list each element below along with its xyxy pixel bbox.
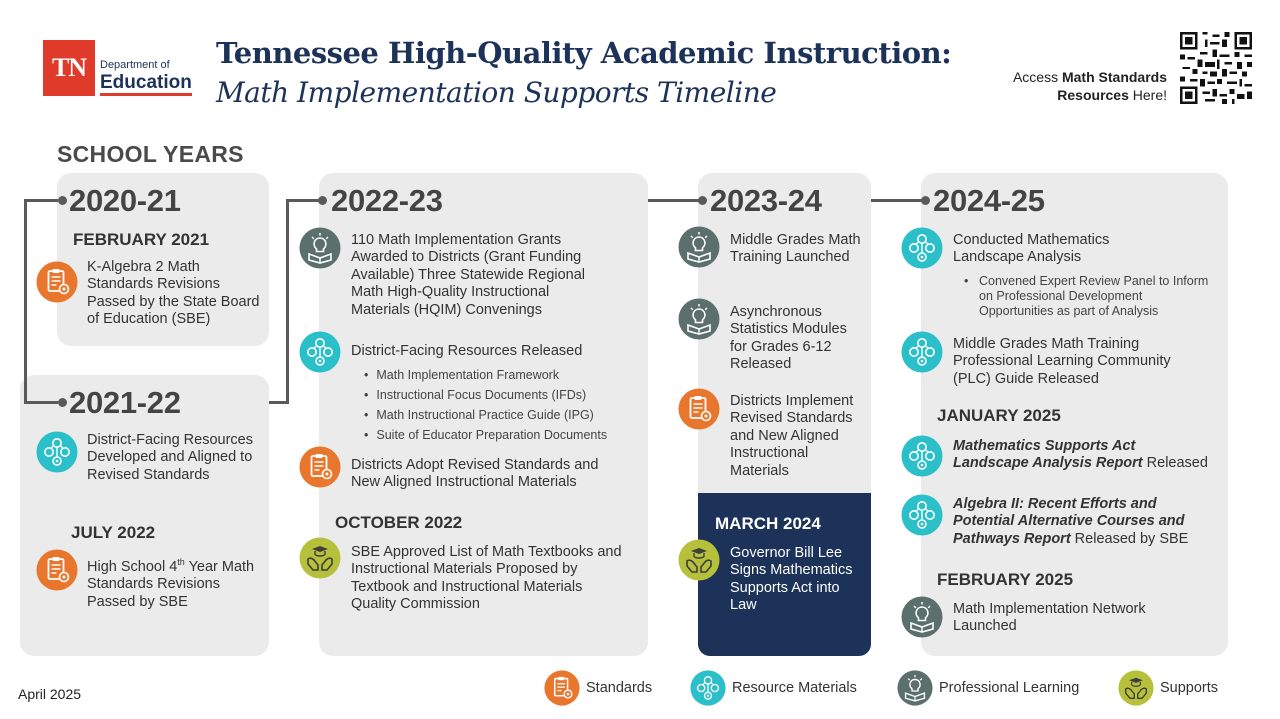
resource-materials-icon	[36, 431, 78, 473]
month-label-feb-2025: FEBRUARY 2025	[937, 570, 1074, 589]
list-item: • Suite of Educator Preparation Documents	[364, 425, 644, 445]
timeline-item: Mathematics Supports Act Landscape Analysis Report Released	[953, 438, 1208, 472]
standards-icon	[36, 261, 78, 303]
timeline-item: SBE Approved List of Math Textbooks and Instructional Materials Proposed by Textbook and Instructional Materials Quality Commission	[351, 544, 622, 613]
qr-code-icon[interactable]	[1180, 32, 1252, 104]
resource-materials-icon	[690, 670, 726, 706]
logo-education: Education	[100, 73, 192, 96]
year-label-2021-22: 2021-22	[69, 385, 181, 420]
connector-dot-2021	[58, 398, 67, 407]
legend-professional-learning	[897, 670, 1079, 706]
month-label-mar-2024: MARCH 2024	[715, 514, 821, 533]
publication-date: April 2025	[18, 686, 82, 702]
month-label-feb-2021: FEBRUARY 2021	[73, 230, 210, 249]
list-item: • Instructional Focus Documents (IFDs)	[364, 385, 644, 405]
resource-materials-icon	[901, 435, 943, 477]
connector-mid-top	[286, 199, 319, 202]
month-label-jul-2022: JULY 2022	[71, 523, 156, 542]
legend-supports	[1118, 670, 1218, 706]
timeline-item: K-Algebra 2 Math Standards Revisions Passed by the State Board of Education (SBE)	[87, 259, 260, 328]
resource-materials-icon	[299, 331, 341, 373]
access-resources-text: Access Math Standards Resources Here!	[1012, 69, 1167, 103]
year-label-2024-25: 2024-25	[933, 183, 1045, 218]
connector-2022-2023	[648, 199, 700, 202]
month-label-oct-2022: OCTOBER 2022	[335, 513, 463, 532]
page-subtitle: Math Implementation Supports Timeline	[216, 76, 777, 109]
timeline-item: Middle Grades Math Training Launched	[730, 232, 861, 266]
logo-department: Department of	[100, 59, 170, 71]
timeline-item: Middle Grades Math Training Professional Learning Community (PLC) Guide Released	[953, 336, 1171, 387]
resource-bullet-list	[364, 365, 644, 445]
timeline-item: District-Facing Resources Developed and Aligned to Revised Standards	[87, 432, 253, 483]
connector-mid-vertical	[286, 199, 289, 404]
resource-materials-icon	[901, 227, 943, 269]
timeline-item: Governor Bill Lee Signs Mathematics Supports Act into Law	[730, 545, 853, 614]
connector-2023-2024	[871, 199, 923, 202]
legend-label: Supports	[1160, 680, 1219, 696]
connector-left-vertical	[24, 199, 27, 404]
timeline-item: 110 Math Implementation Grants Awarded to Districts (Grant Funding Available) Three Statewide Regional Math High-Quality Instructional Materials (HQIM) Convenings	[351, 232, 586, 318]
section-label-school-years: SCHOOL YEARS	[57, 141, 244, 167]
connector-dot-2024	[921, 196, 930, 205]
connector-left-bottom	[24, 401, 58, 404]
supports-icon	[678, 539, 720, 581]
tn-doe-logo	[43, 40, 192, 96]
standards-icon	[299, 446, 341, 488]
timeline-item: Algebra II: Recent Efforts and Potential Alternative Courses and Pathways Report Released by SBE	[953, 496, 1189, 547]
timeline-item: Asynchronous Statistics Modules for Grades 6-12 Released	[730, 304, 847, 373]
year-label-2023-24: 2023-24	[710, 183, 822, 218]
connector-dot-2022	[318, 196, 327, 205]
professional-learning-icon	[678, 298, 720, 340]
list-item: • Math Instructional Practice Guide (IPG)	[364, 405, 644, 425]
professional-learning-icon	[678, 226, 720, 268]
connector-dot-2020	[58, 196, 67, 205]
resource-materials-icon	[901, 331, 943, 373]
legend-resource-materials	[690, 670, 857, 706]
list-item: • Math Implementation Framework	[364, 365, 644, 385]
legend-label: Standards	[586, 680, 653, 696]
supports-icon	[1118, 670, 1154, 706]
standards-icon	[678, 388, 720, 430]
supports-icon	[299, 537, 341, 579]
timeline-item: District-Facing Resources Released	[351, 343, 583, 359]
legend-label: Resource Materials	[732, 680, 857, 696]
year-label-2022-23: 2022-23	[331, 183, 443, 218]
year-label-2020-21: 2020-21	[69, 183, 181, 218]
page-title: Tennessee High-Quality Academic Instruction:	[216, 36, 952, 70]
professional-learning-icon	[299, 227, 341, 269]
tn-logo-box: TN	[43, 40, 95, 96]
resource-materials-icon	[901, 494, 943, 536]
standards-icon	[36, 549, 78, 591]
professional-learning-icon	[901, 596, 943, 638]
connector-dot-2023	[698, 196, 707, 205]
legend-standards	[544, 670, 652, 706]
standards-icon	[544, 670, 580, 706]
timeline-item: High School 4th Year Math Standards Revisions Passed by SBE	[87, 557, 255, 610]
month-label-jan-2025: JANUARY 2025	[937, 406, 1061, 425]
timeline-item: Districts Adopt Revised Standards and New Aligned Instructional Materials	[351, 457, 599, 491]
professional-learning-icon	[897, 670, 933, 706]
connector-left-top	[24, 199, 58, 202]
timeline-item: Districts Implement Revised Standards and New Aligned Instructional Materials	[730, 393, 854, 479]
timeline-item: Conducted Mathematics Landscape Analysis	[953, 232, 1110, 266]
timeline-sub-bullet: • Convened Expert Review Panel to Inform on Professional Development Opportunities as part of Analysis	[964, 274, 1209, 318]
timeline-item: Math Implementation Network Launched	[953, 601, 1146, 635]
legend-label: Professional Learning	[939, 680, 1080, 696]
